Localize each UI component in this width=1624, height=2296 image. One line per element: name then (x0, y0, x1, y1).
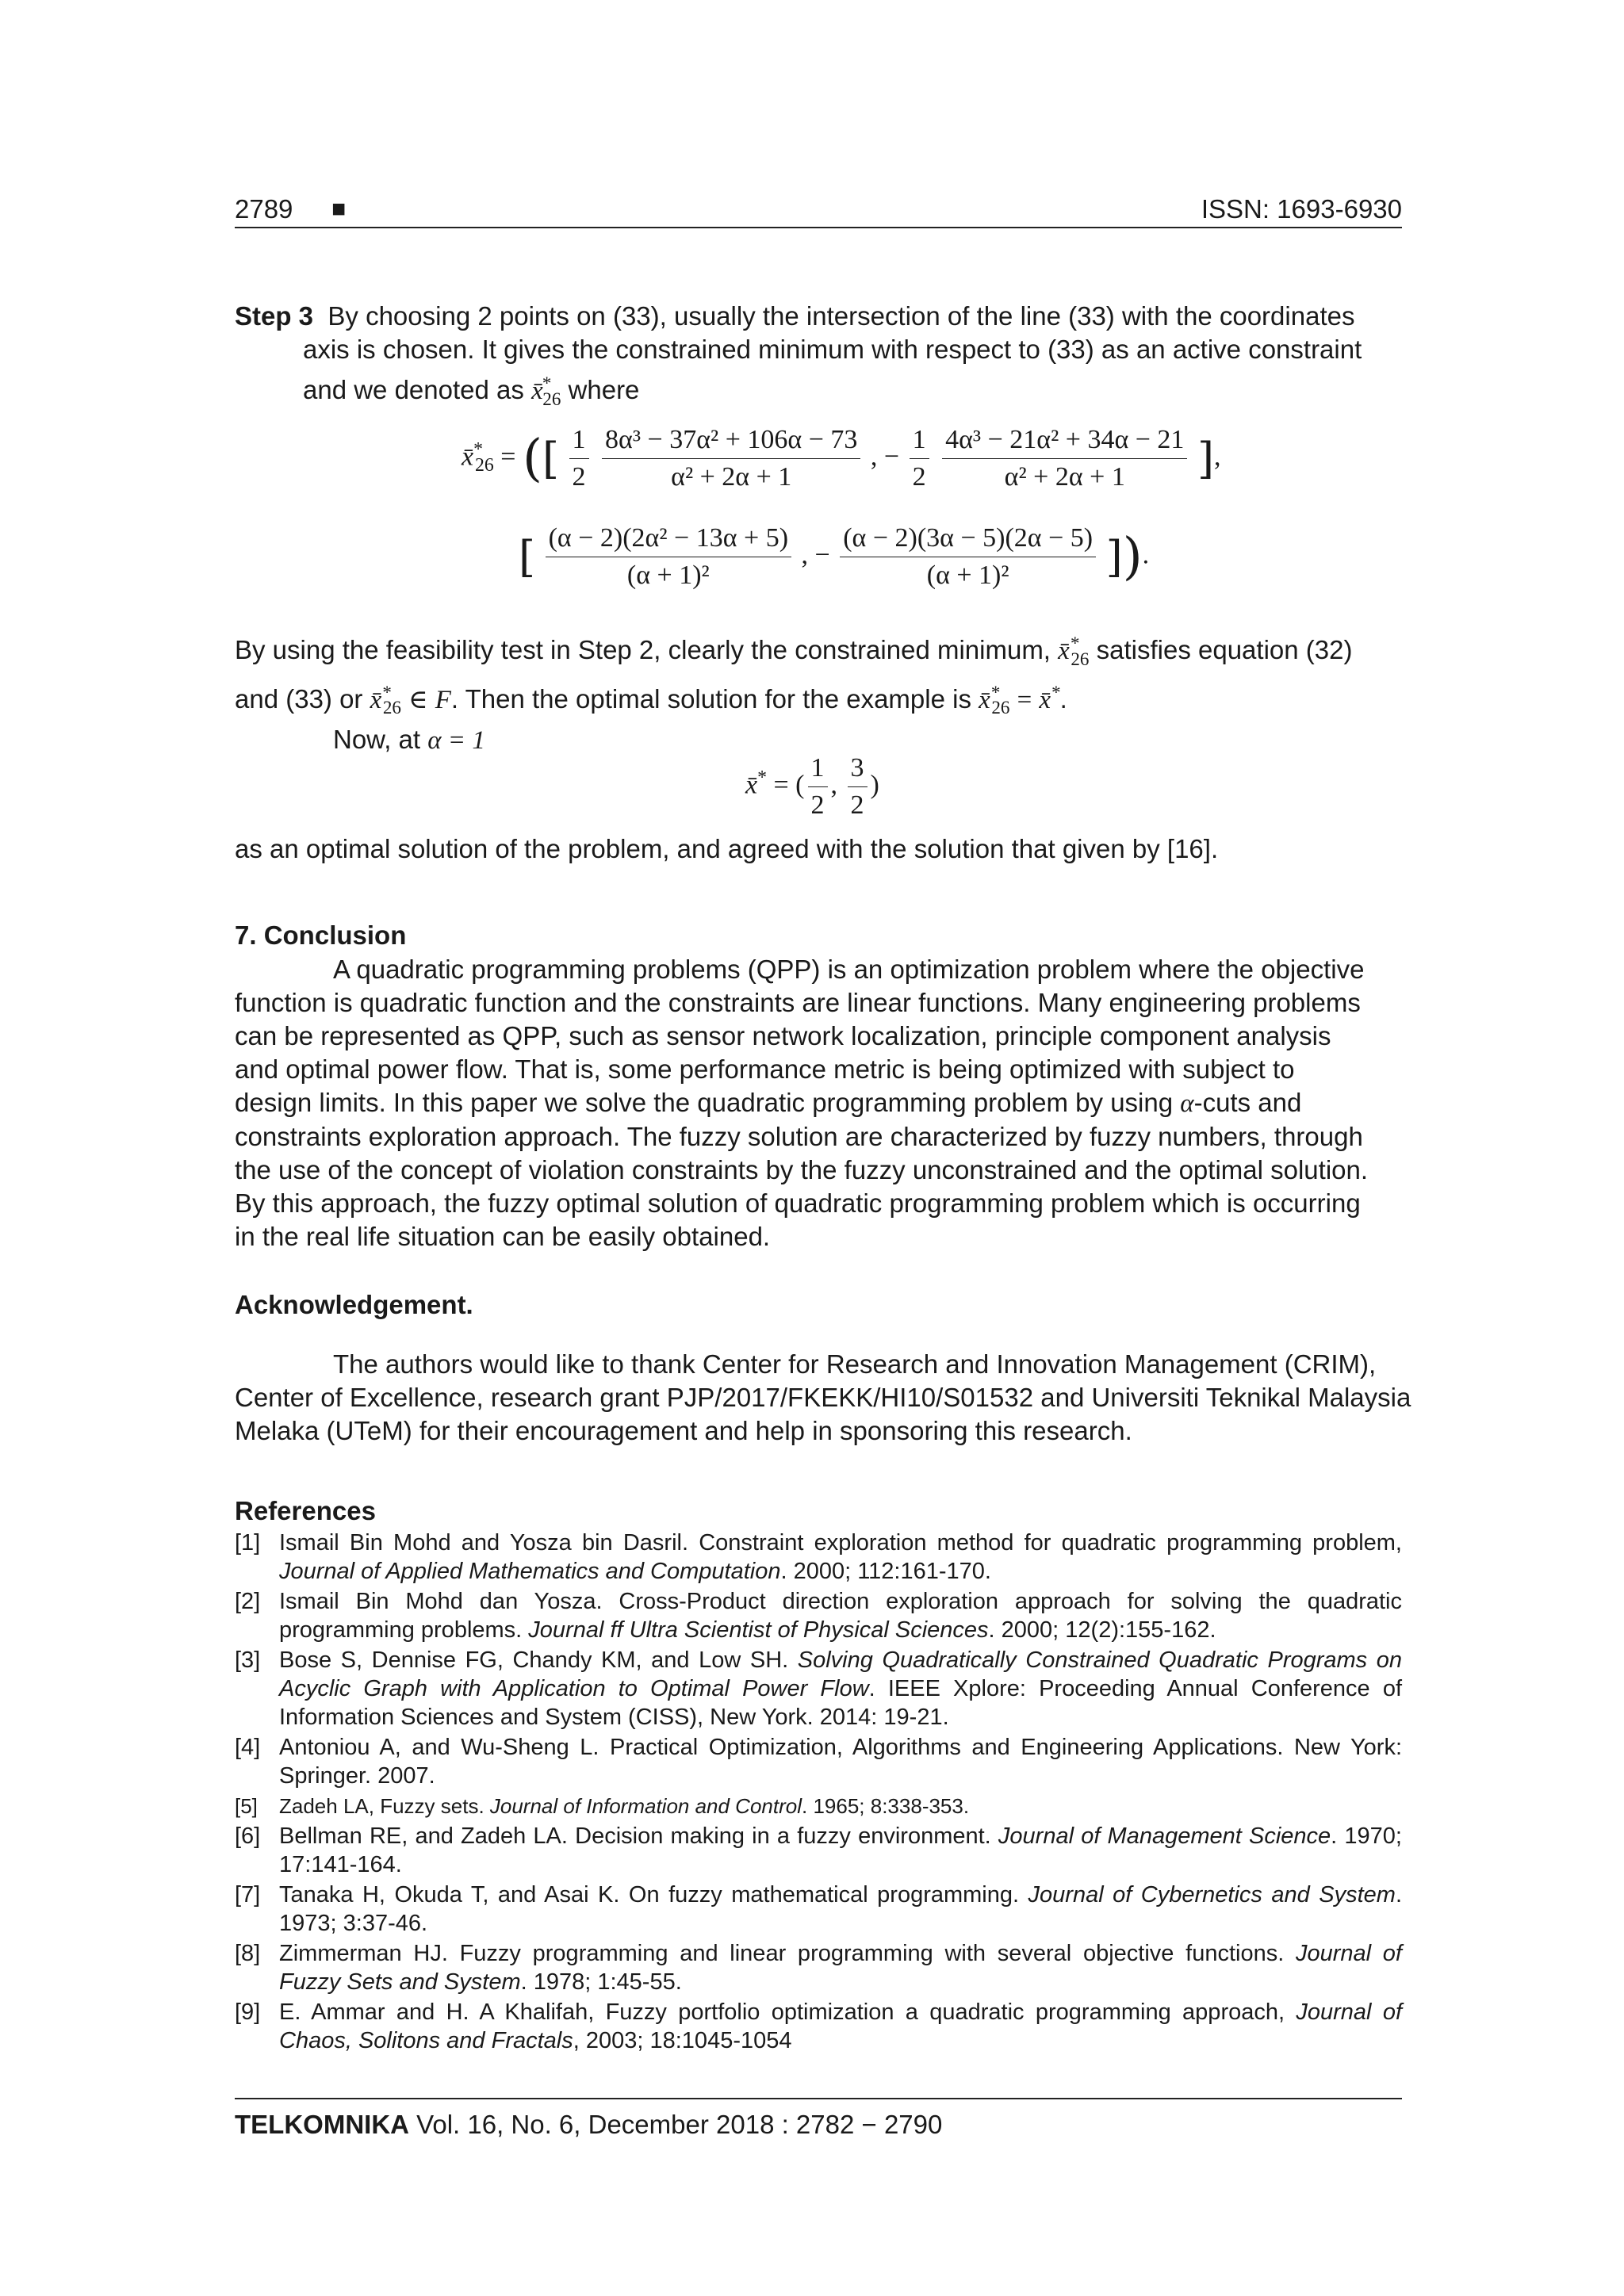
footer (235, 2109, 942, 2141)
header-rule (235, 227, 1402, 228)
references-heading: References (235, 1496, 376, 1525)
now-at-line: Now, at α = 1 (333, 725, 485, 755)
frac1-numerator: 8α³ − 37α² + 106α − 73 (602, 425, 860, 459)
step3-paragraph (235, 300, 1402, 415)
step3-label: Step 3 (235, 301, 314, 331)
reference-item: [9] E. Ammar and H. A Khalifah, Fuzzy portfolio optimization a quadratic programming approach, Journal of Chaos, Solitons and Fractals, 2003; 18:1045-1054 (235, 1999, 1402, 2053)
footer-rule (235, 2098, 1402, 2099)
step3-line3: and we denoted as $x̄^*_{26}$ where (303, 373, 640, 409)
optimal-solution-equation: x̄* = ( $\frac{1}{2}$ , $\frac{3}{2}$ ) (745, 753, 879, 820)
frac4-numerator: (α − 2)(3α − 5)(2α − 5) (840, 523, 1096, 557)
footer-journal: TELKOMNIKA (235, 2110, 409, 2139)
frac3-numerator: (α − 2)(2α² − 13α + 5) (546, 523, 791, 557)
issn: ISSN: 1693-6930 (1201, 194, 1402, 224)
conclusion-heading: 7. Conclusion (235, 920, 407, 950)
frac1-denominator: α² + 2α + 1 (671, 462, 792, 492)
equation-x26-line2: [ $\frac{\text{(α − 2)(2α² − 13α + 5)}}{\text{(α + 1)²}}$ , − $\frac{(\alpha - 2)(3\alpha - 5)(2\alpha - 5)}{\text{(α + 1)²}}$ ]). (519, 523, 1150, 590)
reference-item: [8] Zimmerman HJ. Fuzzy programming and linear programming with several objective functions. Journal of Fuzzy Sets and System. 1978; 1:45-55. (235, 1941, 1402, 1995)
frac2-numerator: 4α³ − 21α² + 34α − 21 (942, 425, 1187, 459)
reference-item: [2] Ismail Bin Mohd dan Yosza. Cross-Product direction exploration approach for solving the quadratic programming problems. Journal ff Ultra Scientist of Physical Sciences. 2000; 12(2):155-162. (235, 1589, 1402, 1643)
frac2-denominator: α² + 2α + 1 (1004, 462, 1125, 492)
reference-item: [4] Antoniou A, and Wu-Sheng L. Practical Optimization, Algorithms and Engineering Applications. New York: Springer. 2007. (235, 1735, 1402, 1789)
optimal-solution-note: as an optimal solution of the problem, and agreed with the solution that given by [16]. (235, 834, 1219, 863)
page-number: 2789 (235, 194, 293, 224)
acknowledgement-heading: Acknowledgement. (235, 1290, 473, 1319)
header-square-icon: ■ (331, 196, 347, 222)
frac4-denominator: (α + 1)² (926, 561, 1009, 590)
reference-item: [6] Bellman RE, and Zadeh LA. Decision making in a fuzzy environment. Journal of Management Science. 1970; 17:141-164. (235, 1823, 1402, 1877)
equation-x26-line1: $x̄^*_{26}$ = ([ $\frac{1}{2}$ $\frac{\text{8α³ − 37α² + 106α − 73}}{\text{α² + 2α + 1}}$ , − $\frac{1}{2}$ $\frac{\text{4α³ − 21α² + 34α − 21}}{\text{α² + 2α + 1}}$ ], (462, 425, 1221, 492)
reference-item: [5] Zadeh LA, Fuzzy sets. Journal of Information and Control. 1965; 8:338-353. (235, 1794, 970, 1818)
acknowledgement-paragraph: The authors would like to thank Center for Research and Innovation Management (CRIM), Center of Excellence, research grant PJP/2017/FKEKK/HI10/S01532 and Universiti Teknikal Malaysia Melaka (UTeM) for their encouragement and help in sponsoring this research. (235, 1349, 1411, 1445)
conclusion-paragraph: A quadratic programming problems (QPP) is an optimization problem where the objective function is quadratic function and the constraints are linear functions. Many engineering problems can be represented as QPP, such as sensor network localization, principle component analysis and optimal power flow. That is, some performance metric is being optimized with subject to design limits. In this paper we solve the quadratic programming problem by using α-cuts and constraints exploration approach. The fuzzy solution are characterized by fuzzy numbers, through the use of the concept of violation constraints by the fuzzy unconstrained and the optimal solution. By this approach, the fuzzy optimal solution of quadratic programming problem which is occurring in the real life situation can be easily obtained. (235, 955, 1369, 1251)
alpha-condition: α = 1 (427, 726, 485, 755)
footer-volume: Vol. 16, No. 6, December 2018 : 2782 − 2790 (416, 2110, 943, 2139)
reference-item: [1] Ismail Bin Mohd and Yosza bin Dasril. Constraint exploration method for quadratic programming problem, Journal of Applied Mathematics and Computation. 2000; 112:161-170. (235, 1530, 1402, 1584)
step3-line1: By choosing 2 points on (33), usually the intersection of the line (33) with the coordinates (327, 301, 1355, 331)
reference-item: [3] Bose S, Dennise FG, Chandy KM, and Low SH. Solving Quadratically Constrained Quadratic Programs on Acyclic Graph with Application to Optimal Power Flow. IEEE Xplore: Proceeding Annual Conference of Information Sciences and System (CISS), New York. 2014: 19-21. (235, 1647, 1403, 1730)
step3-line2: axis is chosen. It gives the constrained minimum with respect to (33) as an active constraint (303, 335, 1362, 364)
frac3-denominator: (α + 1)² (626, 561, 710, 590)
feasibility-paragraph: By using the feasibility test in Step 2, clearly the constrained minimum, $x̄^*_{26}$ satisfies equation (32) and (33) or $x̄^*_{26}$ ∈ F. Then the optimal solution for the example is $x̄^*_{26}$ = x̄*. (235, 633, 1353, 718)
reference-item: [7] Tanaka H, Okuda T, and Asai K. On fuzzy mathematical programming. Journal of Cybernetics and System. 1973; 3:37-46. (235, 1882, 1402, 1936)
